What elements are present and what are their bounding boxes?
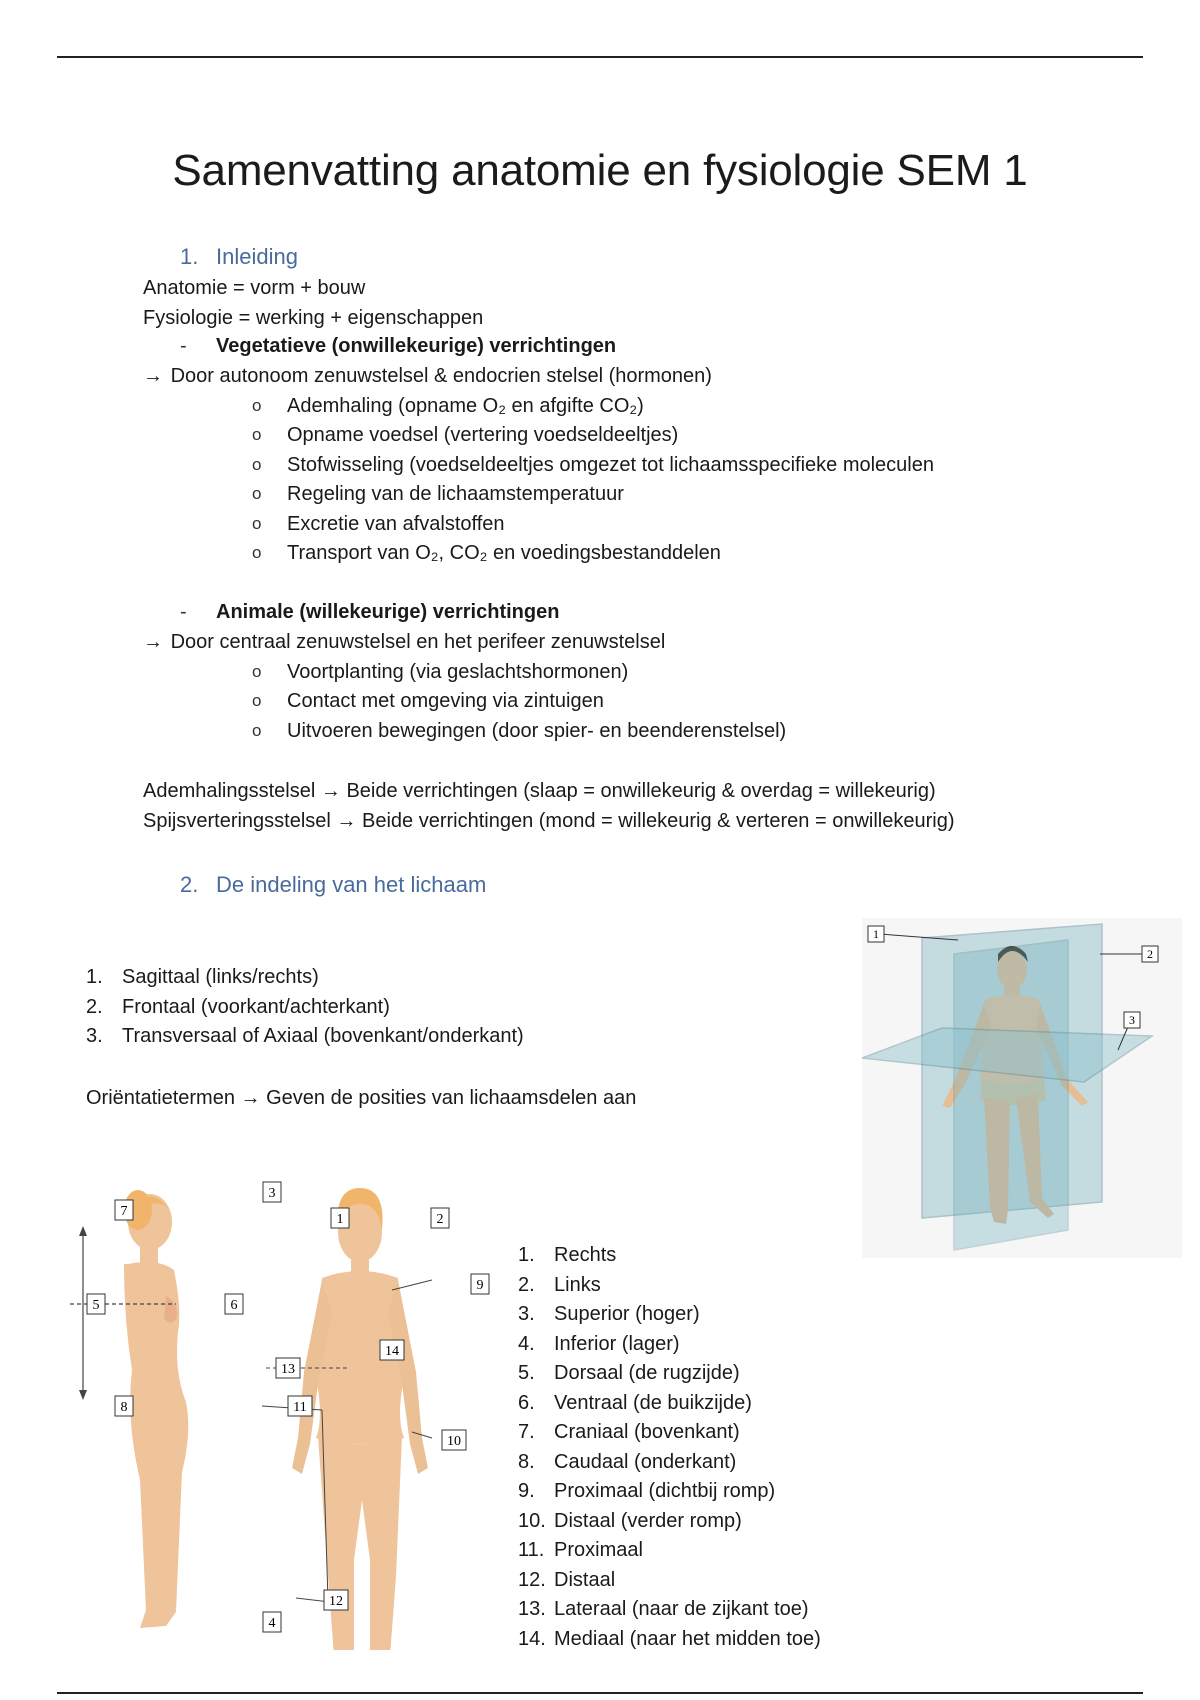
animal-item: Voortplanting (via geslachtshormonen) [287, 661, 629, 683]
plane-item: 2. Frontaal (voorkant/achterkant) [86, 995, 390, 1018]
body-label-10: 10 [447, 1434, 461, 1449]
plane-item: 1. Sagittaal (links/rechts) [86, 966, 319, 988]
anatomical-planes-figure [862, 918, 1182, 1258]
section-1-heading: 1. Inleiding [180, 244, 298, 269]
bottom-rule [57, 1692, 1143, 1694]
term-item: 2. Links [518, 1273, 601, 1296]
body-label-12: 12 [329, 1594, 343, 1609]
term-item: 8. Caudaal (onderkant) [518, 1450, 737, 1473]
animal-item: Uitvoeren bewegingen (door spier- en beenderenstelsel) [287, 719, 787, 742]
term-item: 11. Proximaal [518, 1539, 643, 1561]
bullet-o-icon: o [252, 513, 262, 533]
term-item: 5. Dorsaal (de rugzijde) [518, 1362, 740, 1384]
bullet-o-icon: o [252, 662, 262, 681]
term-item: 6. Ventraal (de buikzijde) [518, 1391, 752, 1414]
bullet-o-icon: o [252, 454, 262, 474]
body-label-5: 5 [92, 1298, 100, 1313]
vegetative-heading: - Vegetatieve (onwillekeurige) verrichtingen [180, 335, 617, 357]
bullet-o-icon: o [252, 425, 262, 445]
vegetative-item: Excretie van afvalstoffen [287, 512, 505, 535]
body-label-13: 13 [281, 1362, 295, 1377]
vegetative-arrow-line: → Door autonoom zenuwstelsel & endocrien stelsel (hormonen) [143, 365, 712, 387]
body-label-6: 6 [230, 1298, 238, 1313]
term-item: 12. Distaal [518, 1568, 616, 1591]
term-item: 9. Proximaal (dichtbij romp) [518, 1480, 776, 1502]
body-label-9: 9 [476, 1278, 484, 1293]
vegetative-item: Regeling van de lichaamstemperatuur [287, 483, 624, 506]
page-title: Samenvatting anatomie en fysiologie SEM 1 [172, 146, 1028, 195]
section-2-heading: 2. De indeling van het lichaam [180, 872, 487, 897]
plane-label-2: 2 [1147, 947, 1153, 961]
front-view-body [292, 1188, 428, 1650]
term-item: 13. Lateraal (naar de zijkant toe) [518, 1598, 809, 1620]
term-item: 1. Rechts [518, 1244, 617, 1266]
vegetative-item: Transport van O₂, CO₂ en voedingsbestanddelen [287, 542, 721, 564]
vegetative-item: Ademhaling (opname O₂ en afgifte CO₂) [287, 395, 644, 417]
body-label-2: 2 [436, 1212, 444, 1227]
bullet-o-icon: o [252, 720, 262, 740]
term-item: 4. Inferior (lager) [518, 1332, 680, 1355]
body-label-14: 14 [385, 1344, 399, 1359]
ademhaling-line: Ademhalingsstelsel → Beide verrichtingen (slaap = onwillekeurig & overdag = willekeurig) [143, 780, 936, 802]
orientation-line: Oriëntatietermen → Geven de posities van lichaamsdelen aan [86, 1087, 637, 1109]
body-label-4: 4 [268, 1616, 276, 1631]
anatomie-line: Anatomie = vorm + bouw [143, 277, 366, 299]
spijsvertering-line: Spijsverteringsstelsel → Beide verrichtingen (mond = willekeurig & verteren = onwillekeurig) [143, 810, 955, 832]
body-label-3: 3 [268, 1186, 276, 1201]
sagittal-plane [954, 940, 1068, 1250]
vegetative-item: Opname voedsel (vertering voedseldeeltjes) [287, 424, 679, 447]
body-label-1: 1 [336, 1212, 344, 1227]
bullet-o-icon: o [252, 396, 262, 415]
terms-list [518, 1241, 821, 1654]
body-label-7: 7 [120, 1204, 128, 1219]
bullet-o-icon: o [252, 484, 262, 504]
term-item: 10. Distaal (verder romp) [518, 1509, 742, 1532]
planes-list [86, 963, 524, 1052]
term-item: 14. Mediaal (naar het midden toe) [518, 1627, 821, 1650]
top-rule [57, 56, 1143, 58]
side-view-body [124, 1190, 188, 1628]
bullet-o-icon: o [252, 543, 262, 562]
vegetative-item: Stofwisseling (voedseldeeltjes omgezet tot lichaamsspecifieke moleculen [287, 453, 934, 476]
fysiologie-line: Fysiologie = werking + eigenschappen [143, 307, 484, 329]
animal-heading: - Animale (willekeurige) verrichtingen [180, 601, 560, 623]
animal-arrow-line: → Door centraal zenuwstelsel en het perifeer zenuwstelsel [143, 631, 666, 653]
plane-label-1: 1 [873, 927, 879, 941]
term-item: 3. Superior (hoger) [518, 1303, 700, 1325]
bullet-o-icon: o [252, 691, 262, 711]
plane-label-3: 3 [1129, 1013, 1135, 1027]
body-label-11: 11 [293, 1400, 307, 1415]
body-label-8: 8 [120, 1400, 128, 1415]
plane-item: 3. Transversaal of Axiaal (bovenkant/onderkant) [86, 1025, 524, 1047]
animal-item: Contact met omgeving via zintuigen [287, 690, 604, 713]
orientation-figure [40, 1180, 520, 1650]
term-item: 7. Craniaal (bovenkant) [518, 1421, 740, 1443]
